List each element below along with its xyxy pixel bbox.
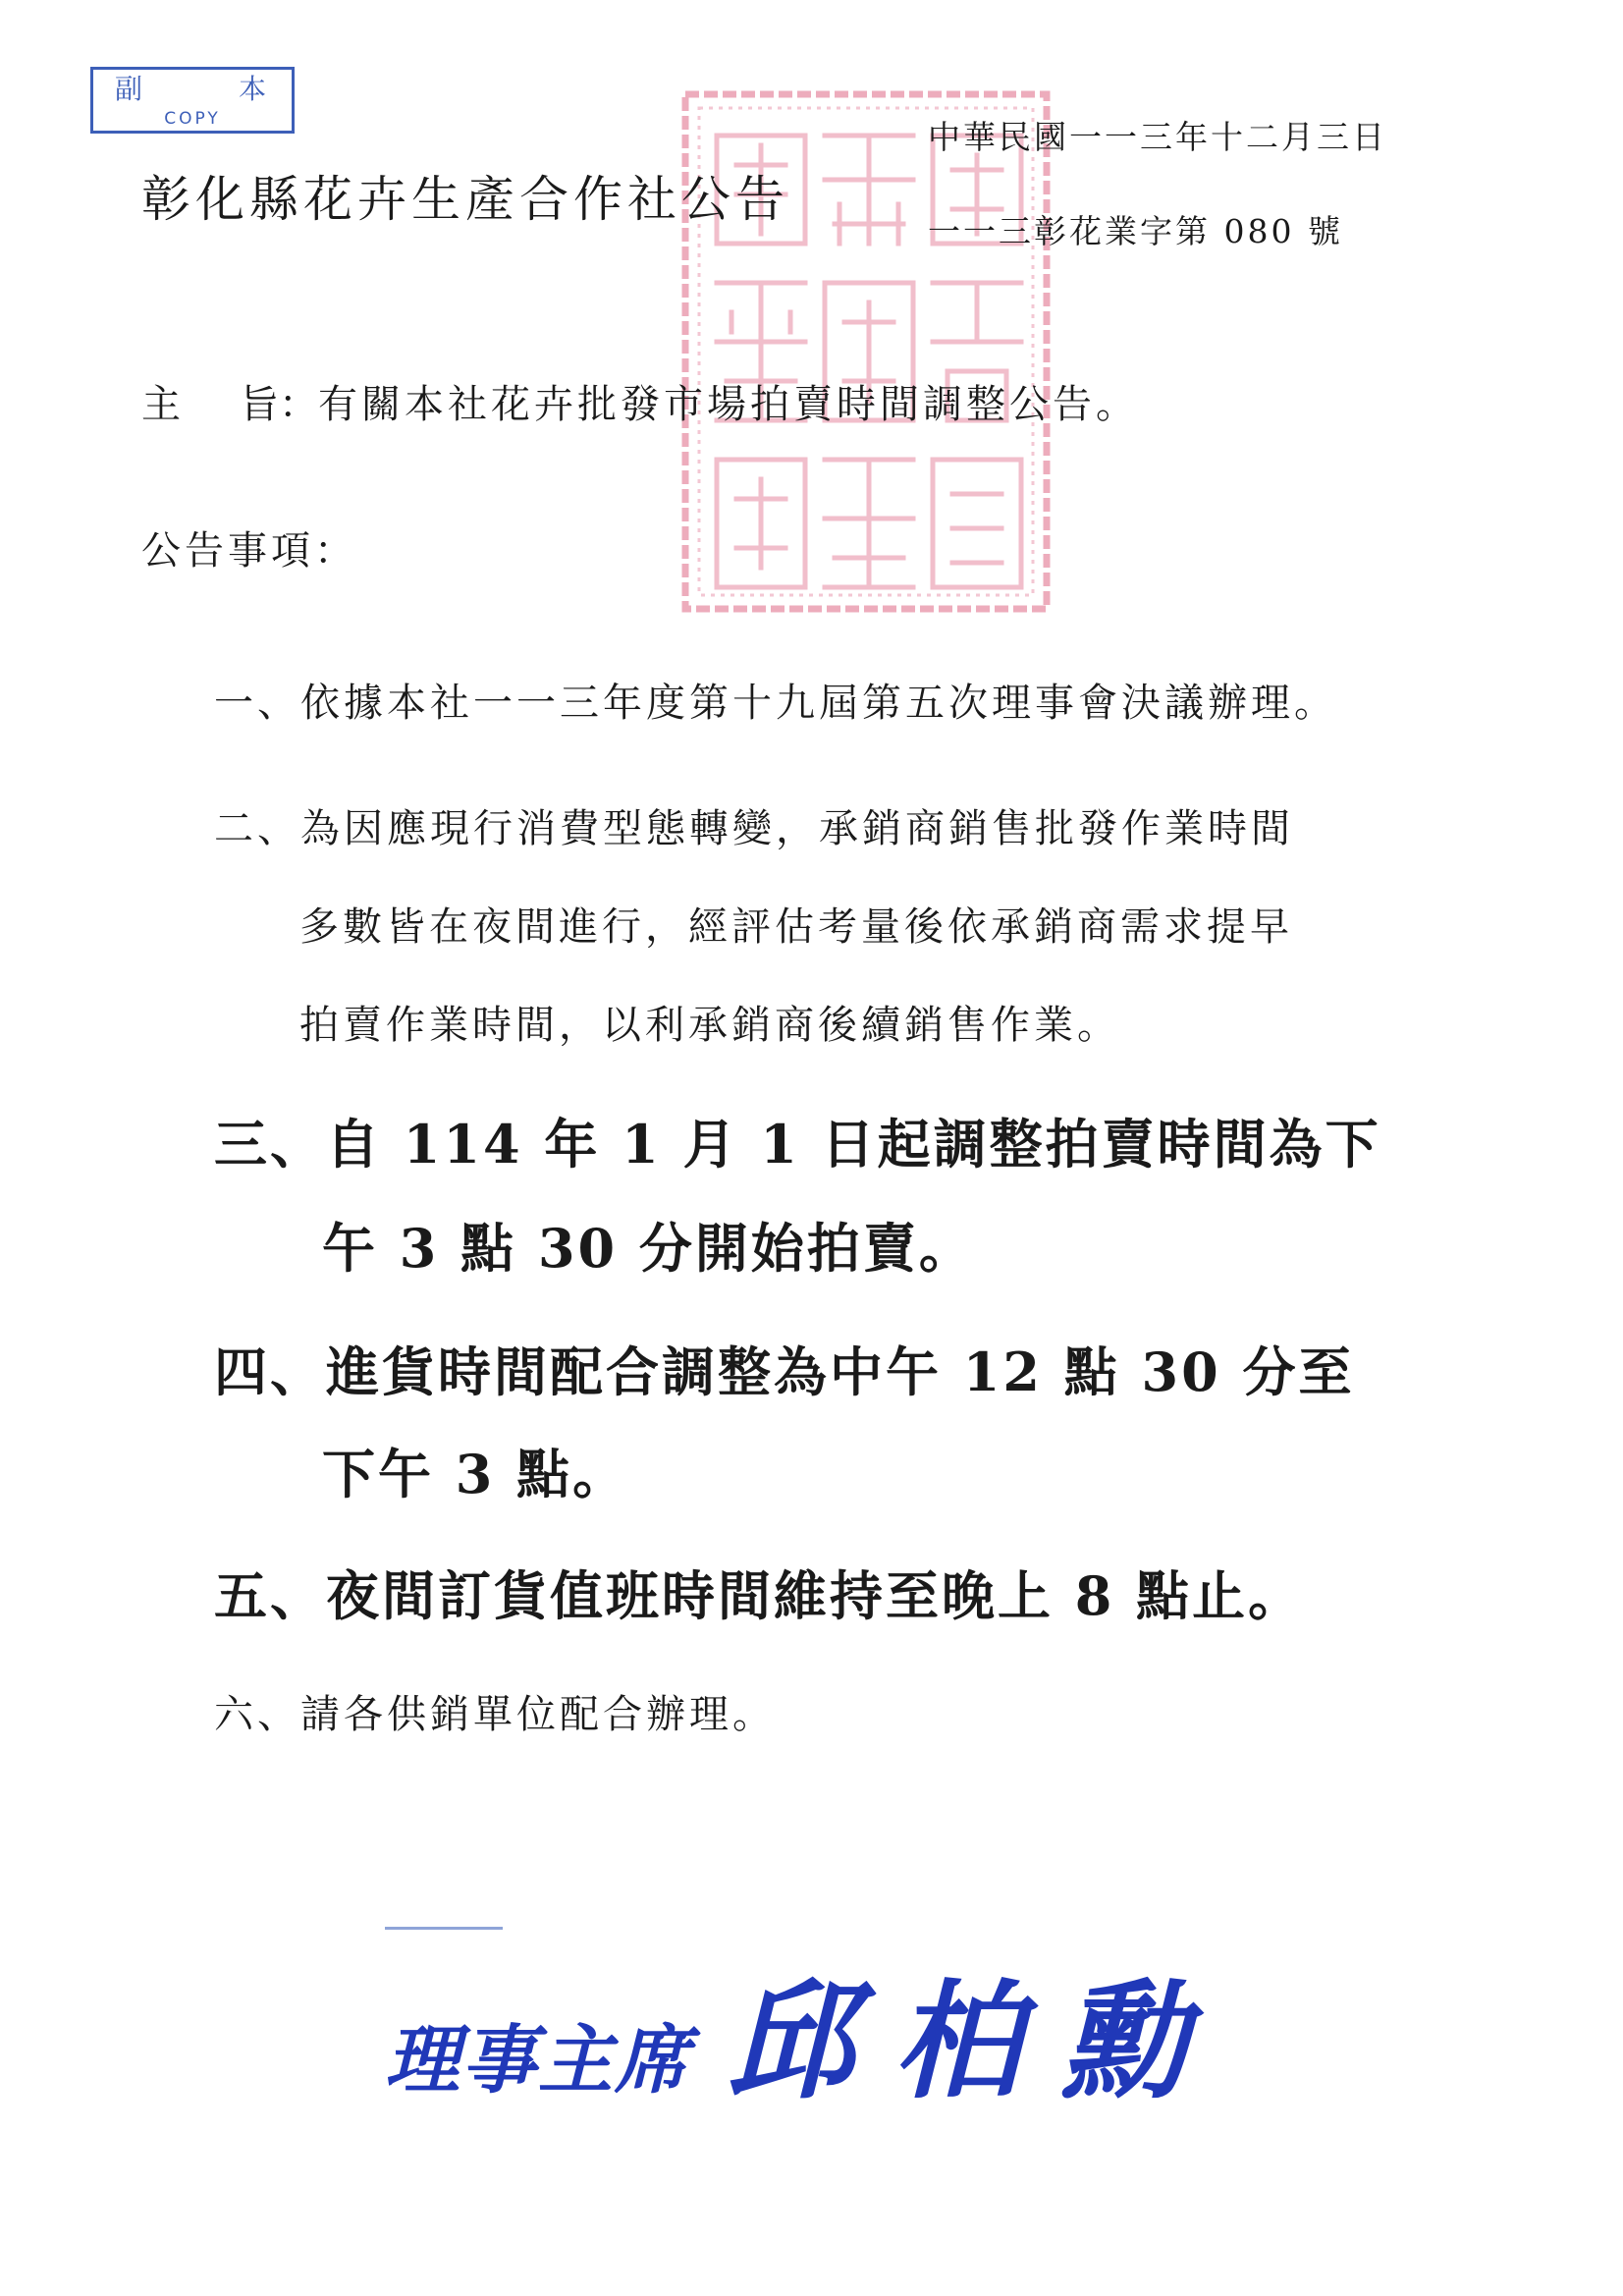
subject-text: 有關本社花卉批發市場拍賣時間調整公告。 [318, 382, 1139, 427]
notice-item-2-line-1: 二、為因應現行消費型態轉變，承銷商銷售批發作業時間 [214, 806, 1294, 851]
notice-item-4-line-2: 下午 3 點。 [322, 1443, 629, 1505]
notice-item-2-line-3: 拍賣作業時間，以利承銷商後續銷售作業。 [299, 1003, 1120, 1048]
signature-name: 邱柏勳 [727, 1967, 1228, 2116]
subject-row [141, 379, 1139, 430]
copy-stamp [90, 67, 295, 134]
signature [385, 1940, 1227, 2123]
notice-item-3-line-2: 午 3 點 30 分開始拍賣。 [322, 1217, 975, 1280]
document-title: 彰化縣花卉生產合作社公告 [141, 171, 789, 228]
notice-item-3-line-1: 三、自 114 年 1 月 1 日起調整拍賣時間為下 [214, 1113, 1381, 1175]
subject-label-char1: 主 [141, 382, 181, 427]
copy-stamp-char-right: 本 [238, 73, 266, 105]
notice-item-4-line-1: 四、進貨時間配合調整為中午 12 點 30 分至 [214, 1340, 1355, 1403]
notice-item-6: 六、請各供銷單位配合辦理。 [214, 1692, 776, 1737]
notice-item-2-line-2: 多數皆在夜間進行，經評估考量後依承銷商需求提早 [299, 904, 1293, 950]
notice-item-5: 五、夜間訂貨值班時間維持至晚上 8 點止。 [214, 1564, 1305, 1627]
copy-stamp-char-left: 副 [115, 73, 143, 105]
notice-item-1: 一、依據本社一一三年度第十九屆第五次理事會決議辦理。 [214, 681, 1337, 726]
subject-label [141, 379, 318, 430]
document-number: 一一三彰花業字第 080 號 [928, 212, 1343, 250]
notice-heading: 公告事項： [141, 528, 357, 574]
document-date: 中華民國一一三年十二月三日 [928, 118, 1387, 156]
signature-decoration-line [385, 1927, 503, 1930]
subject-label-char2: 旨： [240, 382, 318, 427]
signature-title: 理事主席 [385, 2016, 691, 2104]
copy-stamp-label: COPY [164, 109, 221, 129]
